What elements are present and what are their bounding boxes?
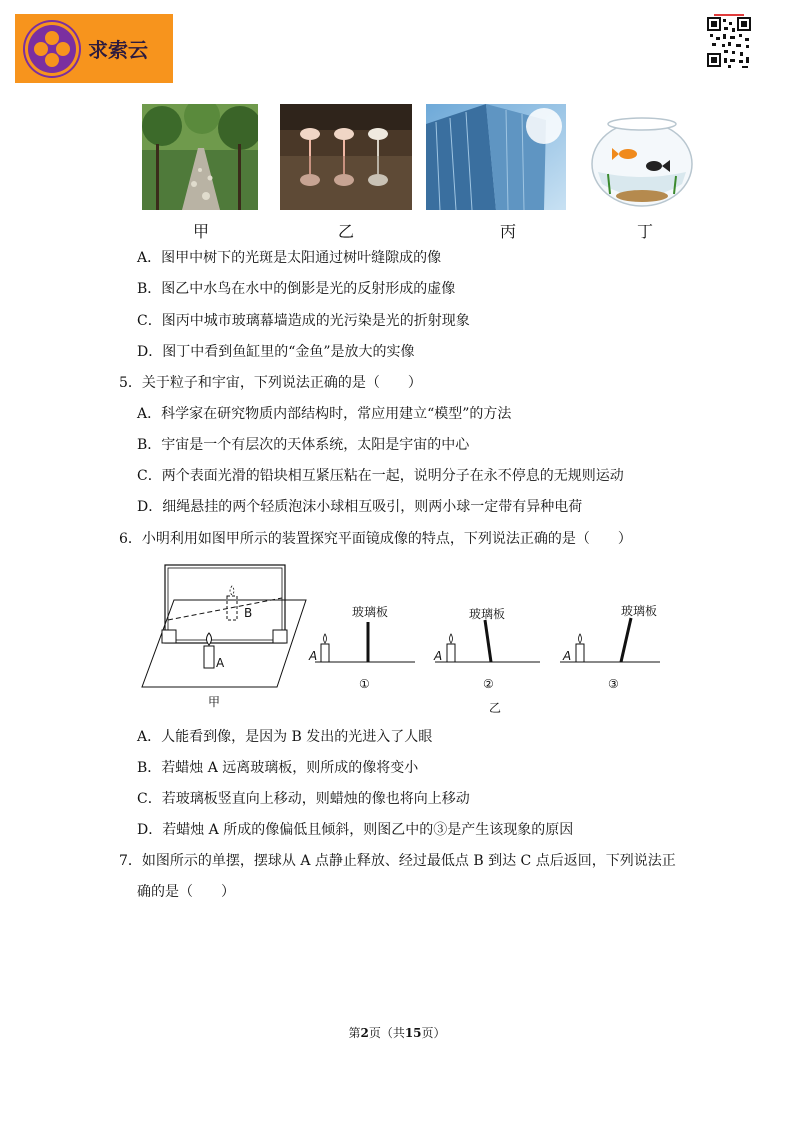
image-label-bing: 丙 (500, 222, 517, 241)
qr-code-icon (706, 14, 752, 72)
q4-option-a: A．图甲中树下的光斑是太阳通过树叶缝隙成的像 (137, 250, 442, 266)
panel-3-glass-label: 玻璃板 (621, 604, 658, 618)
q5-option-d: D．细绳悬挂的两个轻质泡沫小球相互吸引，则两小球一定带有异种电荷 (137, 499, 583, 515)
clover-icon (28, 25, 76, 73)
image-label-jia: 甲 (193, 222, 210, 241)
q5-option-c: C．两个表面光滑的铅块相互紧压粘在一起，说明分子在永不停息的无规则运动 (137, 468, 624, 484)
tree-path-photo (142, 104, 258, 210)
q6-stem: 6．小明利用如图甲所示的装置探究平面镜成像的特点，下列说法正确的是（ ） (119, 531, 632, 547)
page-footer: 第2页（共15页） (348, 1026, 446, 1040)
q6-option-a: A．人能看到像，是因为 B 发出的光进入了人眼 (137, 729, 433, 745)
total-pages: 15 (404, 1026, 422, 1040)
q5-option-a: A．科学家在研究物质内部结构时，常应用建立“模型”的方法 (137, 406, 512, 422)
q6-option-b: B．若蜡烛 A 远离玻璃板，则所成的像将变小 (137, 760, 419, 776)
glass-building-photo (426, 104, 566, 210)
diagram-yi-panel-1 (308, 604, 415, 691)
goldfish-bowl-photo (588, 104, 696, 210)
image-label-ding: 丁 (637, 222, 654, 241)
brand-name: 求索云 (88, 38, 148, 62)
panel-3-number: ③ (608, 677, 619, 691)
label-point-a: A (216, 656, 225, 670)
panel-2-number: ② (483, 677, 494, 691)
panel-1-glass-label: 玻璃板 (352, 605, 389, 619)
label-point-b: B (244, 606, 253, 620)
panel-1-number: ① (359, 677, 370, 691)
flamingo-reflection-photo (280, 104, 412, 210)
q5-option-b: B．宇宙是一个有层次的天体系统，太阳是宇宙的中心 (137, 437, 470, 453)
diagram-yi-label: 乙 (489, 701, 502, 715)
q4-option-d: D．图丁中看到鱼缸里的“金鱼”是放大的实像 (137, 344, 415, 360)
image-label-yi: 乙 (338, 222, 355, 241)
diagram-jia (142, 565, 306, 709)
diagram-yi-panel-2 (433, 606, 540, 715)
q6-option-d: D．若蜡烛 A 所成的像偏低且倾斜，则图乙中的③是产生该现象的原因 (137, 822, 574, 838)
q4-option-b: B．图乙中水鸟在水中的倒影是光的反射形成的虚像 (137, 281, 456, 297)
q5-stem: 5．关于粒子和宇宙，下列说法正确的是（ ） (119, 375, 422, 391)
panel-3-point-a: A (563, 649, 572, 663)
diagram-yi-panel-3 (560, 603, 660, 691)
current-page: 2 (360, 1026, 369, 1040)
mirror-experiment-diagram (140, 560, 670, 720)
panel-2-glass-label: 玻璃板 (469, 607, 506, 621)
q7-stem-line-1: 7．如图所示的单摆，摆球从 A 点静止释放、经过最低点 B 到达 C 点后返回，下列说法正 (119, 853, 676, 869)
panel-2-point-a: A (434, 649, 443, 663)
diagram-jia-label: 甲 (208, 695, 221, 709)
brand-logo (15, 14, 173, 83)
panel-1-point-a: A (309, 649, 318, 663)
q7-stem-line-2: 确的是（ ） (137, 884, 235, 900)
q4-option-c: C．图丙中城市玻璃幕墙造成的光污染是光的折射现象 (137, 313, 470, 329)
q6-option-c: C．若玻璃板竖直向上移动，则蜡烛的像也将向上移动 (137, 791, 470, 807)
